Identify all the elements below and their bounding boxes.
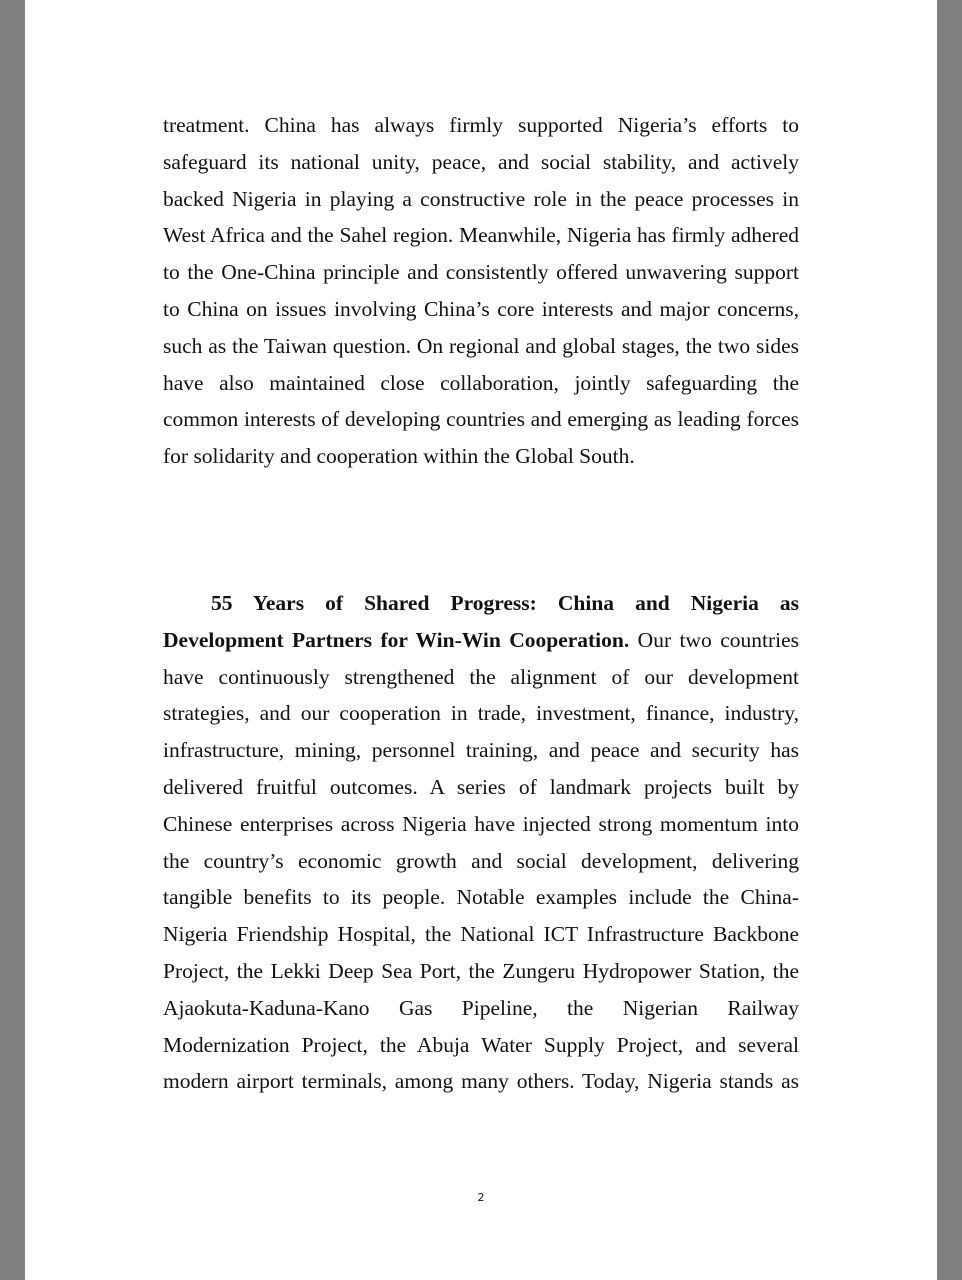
document-page (25, 0, 937, 1280)
section-paragraph (163, 585, 799, 1100)
page-number: 2 (477, 1191, 485, 1204)
body-paragraph: treatment. China has always firmly supported Nigeria’s efforts to safeguard its national unity, peace, and social stability, and actively backed Nigeria in playing a constructive role in the peace processes in West Africa and the Sahel region. Meanwhile, Nigeria has firmly adhered to the One-China principle and consistently offered unwavering support to China on issues involving China’s core interests and major concerns, such as the Taiwan question. On regional and global stages, the two sides have also maintained close collaboration, jointly safeguarding the common interests of developing countries and emerging as leading forces for solidarity and cooperation within the Global South. (163, 113, 799, 469)
section-body: Our two countries have continuously strengthened the alignment of our development strategies, and our cooperation in trade, investment, finance, industry, infrastructure, mining, personnel training, and peace and security has delivered fruitful outcomes. A series of landmark projects built by Chinese enterprises across Nigeria have injected strong momentum into the country’s economic growth and social development, delivering tangible benefits to its people. Notable examples include the China-Nigeria Friendship Hospital, the National ICT Infrastructure Backbone Project, the Lekki Deep Sea Port, the Zungeru Hydropower Station, the Ajaokuta-Kaduna-Kano Gas Pipeline, the Nigerian Railway Modernization Project, the Abuja Water Supply Project, and several modern airport terminals, among many others. Today, Nigeria stands as (163, 627, 800, 1094)
section-heading: 55 Years of Shared Progress: China and Nigeria as Development Partners for Win-Win Cooperation. (163, 591, 799, 652)
